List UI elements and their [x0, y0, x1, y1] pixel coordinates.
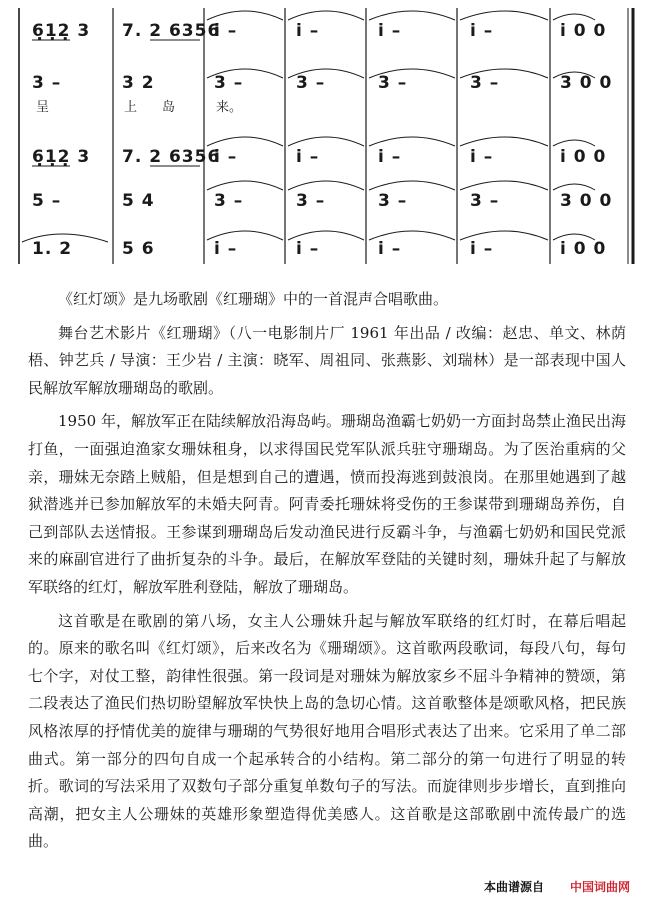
score-cell: 7. 2 6356: [122, 147, 221, 167]
score-cell: i –: [378, 239, 402, 259]
score-cell: i –: [378, 147, 402, 167]
score-cell: 3 2: [122, 73, 155, 93]
score-cell: 3 –: [214, 73, 244, 93]
score-cell: 5 –: [32, 191, 62, 211]
score-cell: 3 0 0: [560, 73, 613, 93]
staff-row-2: [0, 68, 649, 98]
source-label: 本曲谱源自: [484, 880, 545, 894]
score-cell: i –: [470, 147, 494, 167]
score-cell: i –: [296, 239, 320, 259]
score-cell: i –: [214, 21, 238, 41]
score-cell: i –: [296, 147, 320, 167]
article-paragraph: 这首歌是在歌剧的第八场，女主人公珊妹升起与解放军联络的红灯时，在幕后唱起的。原来的歌名叫《红灯颂》，后来改名为《珊瑚颂》。这首歌两段歌词，每段八句，每句七个字，对仗工整，韵律性很强。第一段词是对珊妹为解放家乡不屈斗争精神的赞颂，第二段表达了渔民们热切盼望解放军快快上岛的急切心情。这首歌整体是颂歌风格，把民族风格浓厚的抒情优美的旋律与珊瑚的气势很好地用合唱形式表达了出来。它采用了单二部曲式。第一部分的四句自成一个起承转合的小结构。第二部分的第一句进行了明显的转折。歌词的写法采用了双数句子部分重复单数句子的写法。而旋律则步步增长，直到推向高潮，把女主人公珊妹的英雄形象塑造得优美感人。这首歌是这部歌剧中流传最广的选曲。: [28, 611, 626, 851]
article-body: [28, 286, 626, 862]
score-cell: 3 –: [470, 73, 500, 93]
score-cell: 7. 2 6356: [122, 21, 221, 41]
score-cell: 3 –: [470, 191, 500, 211]
score-cell: 5 6: [122, 239, 155, 259]
score-cell: 3 0 0: [560, 191, 613, 211]
lyric-char: 来。: [216, 100, 243, 115]
article-paragraph: 《红灯颂》是九场歌剧《红珊瑚》中的一首混声合唱歌曲。: [58, 290, 449, 308]
score-cell: i 0 0: [560, 147, 607, 167]
staff-row-3: [0, 142, 649, 172]
lyric-char: 岛: [162, 100, 176, 115]
score-cell: 3 –: [378, 191, 408, 211]
score-cell: i –: [214, 239, 238, 259]
score-cell: 6̣1̣2̣ 3: [32, 21, 91, 41]
score-cell: i –: [470, 239, 494, 259]
lyric-char: 呈: [36, 100, 50, 115]
staff-row-4: [0, 186, 649, 216]
score-cell: i –: [470, 21, 494, 41]
lyrics-row: [0, 96, 649, 120]
article-paragraph: 舞台艺术影片《红珊瑚》（八一电影制片厂 1961 年出品 / 改编：赵忠、单文、林荫梧、钟艺兵 / 导演：王少岩 / 主演：晓军、周祖同、张燕影、刘瑞林）是一部表现中国人民解放军解放珊瑚岛的歌剧。: [28, 323, 626, 397]
score-cell: 3 –: [378, 73, 408, 93]
lyric-char: 上: [124, 100, 138, 115]
score-cell: 6̣1̣2̣ 3: [32, 147, 91, 167]
score-cell: i 0 0: [560, 239, 607, 259]
score-cell: 3 –: [32, 73, 62, 93]
score-cell: i –: [214, 147, 238, 167]
staff-row-1: [0, 16, 649, 46]
score-cell: 3 –: [214, 191, 244, 211]
score-cell: 1. 2: [32, 239, 73, 259]
score-cell: i –: [378, 21, 402, 41]
score-cell: 3 –: [296, 73, 326, 93]
score-cell: i –: [296, 21, 320, 41]
staff-row-5: [0, 234, 649, 264]
score-cell: 3 –: [296, 191, 326, 211]
score-cell: 5 4: [122, 191, 155, 211]
source-footer: [0, 876, 649, 896]
site-brand-link[interactable]: 中国词曲网: [570, 880, 631, 894]
score-excerpt: [0, 0, 649, 270]
article-paragraph: 1950 年，解放军正在陆续解放沿海岛屿。珊瑚岛渔霸七奶奶一方面封岛禁止渔民出海打鱼，一面强迫渔家女珊妹租身，以求得国民党军队派兵驻守珊瑚岛。为了医治重病的父亲，珊妹无奈踏上贼船，但是想到自己的遭遇，愤而投海逃到鼓浪岗。在那里她遇到了越狱潜逃并已参加解放军的未婚夫阿青。阿青委托珊妹将受伤的王参谋带到珊瑚岛养伤，自己到部队去送情报。王参谋到珊瑚岛后发动渔民进行反霸斗争，与渔霸七奶奶和国民党派来的麻副官进行了曲折复杂的斗争。最后，在解放军登陆的关键时刻，珊妹升起了与解放军联络的红灯，解放军胜利登陆，解放了珊瑚岛。: [28, 412, 626, 596]
score-cell: i 0 0: [560, 21, 607, 41]
